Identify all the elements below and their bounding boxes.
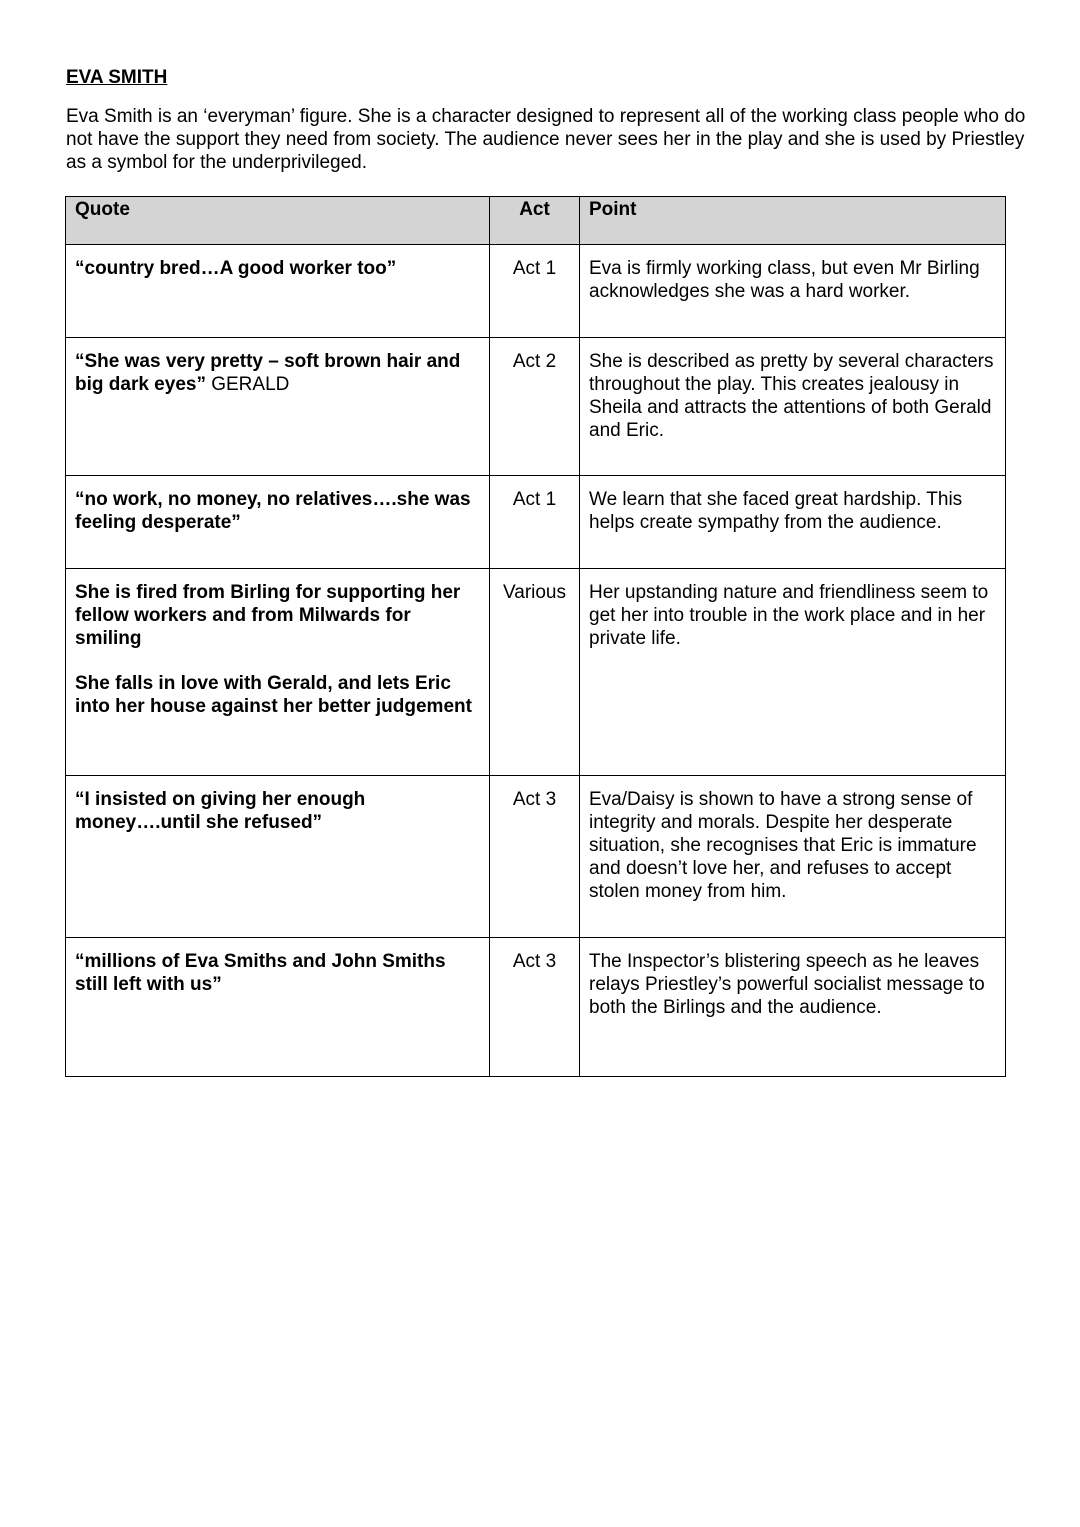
table-row — [66, 476, 1006, 569]
table-header-row — [66, 197, 1006, 245]
point-text: Her upstanding nature and friendliness seem to get her into trouble in the work place and in her private life. — [589, 582, 989, 649]
header-act: Act — [490, 197, 580, 245]
act-cell: Act 1 — [490, 476, 580, 569]
quote-cell — [66, 938, 490, 1077]
quote-text: “She was very pretty – soft brown hair and big dark eyes” — [75, 351, 461, 395]
act-cell: Act 3 — [490, 938, 580, 1077]
quote-text: “I insisted on giving her enough money….until she refused” — [75, 789, 366, 833]
quote-text: “millions of Eva Smiths and John Smiths still left with us” — [75, 951, 446, 995]
point-text: The Inspector’s blistering speech as he leaves relays Priestley’s powerful socialist message to both the Birlings and the audience. — [589, 951, 985, 1018]
table-row — [66, 569, 1006, 776]
table-row — [66, 776, 1006, 938]
point-text: She is described as pretty by several characters throughout the play. This creates jealousy in Sheila and attracts the attentions of both Gerald and Eric. — [589, 351, 994, 441]
page-title: EVA SMITH — [66, 67, 168, 88]
point-text: We learn that she faced great hardship. This helps create sympathy from the audience. — [589, 489, 963, 533]
table-row — [66, 938, 1006, 1077]
quote-text: She is fired from Birling for supporting her fellow workers and from Milwards for smiling — [75, 582, 461, 649]
act-cell: Various — [490, 569, 580, 776]
point-text: Eva is firmly working class, but even Mr Birling acknowledges she was a hard worker. — [589, 258, 980, 302]
act-cell: Act 2 — [490, 338, 580, 476]
quote-cell — [66, 776, 490, 938]
point-cell — [580, 569, 1006, 776]
quote-text: “country bred…A good worker too” — [75, 258, 397, 279]
point-cell — [580, 476, 1006, 569]
quote-cell — [66, 338, 490, 476]
quotes-table — [65, 196, 1006, 1077]
point-cell — [580, 245, 1006, 338]
speaker-name: GERALD — [211, 374, 290, 395]
point-cell — [580, 338, 1006, 476]
quote-cell — [66, 476, 490, 569]
point-cell — [580, 938, 1006, 1077]
act-cell: Act 1 — [490, 245, 580, 338]
point-cell — [580, 776, 1006, 938]
table-row — [66, 338, 1006, 476]
quote-cell — [66, 569, 490, 776]
quote-text-second: She falls in love with Gerald, and lets Eric into her house against her better judgement — [75, 673, 472, 717]
act-cell: Act 3 — [490, 776, 580, 938]
point-text: Eva/Daisy is shown to have a strong sense of integrity and morals. Despite her desperate situation, she recognises that Eric is immature and doesn’t love her, and refuses to accept stolen money from him. — [589, 789, 977, 902]
header-point: Point — [580, 197, 1006, 245]
table-row — [66, 245, 1006, 338]
quote-text: “no work, no money, no relatives….she was feeling desperate” — [75, 489, 471, 533]
intro-paragraph: Eva Smith is an ‘everyman’ figure. She is a character designed to represent all of the working class people who do not have the support they need from society. The audience never sees her in the play and she is used by Priestley as a symbol for the underprivileged. — [66, 106, 1026, 173]
quote-cell — [66, 245, 490, 338]
header-quote: Quote — [66, 197, 490, 245]
